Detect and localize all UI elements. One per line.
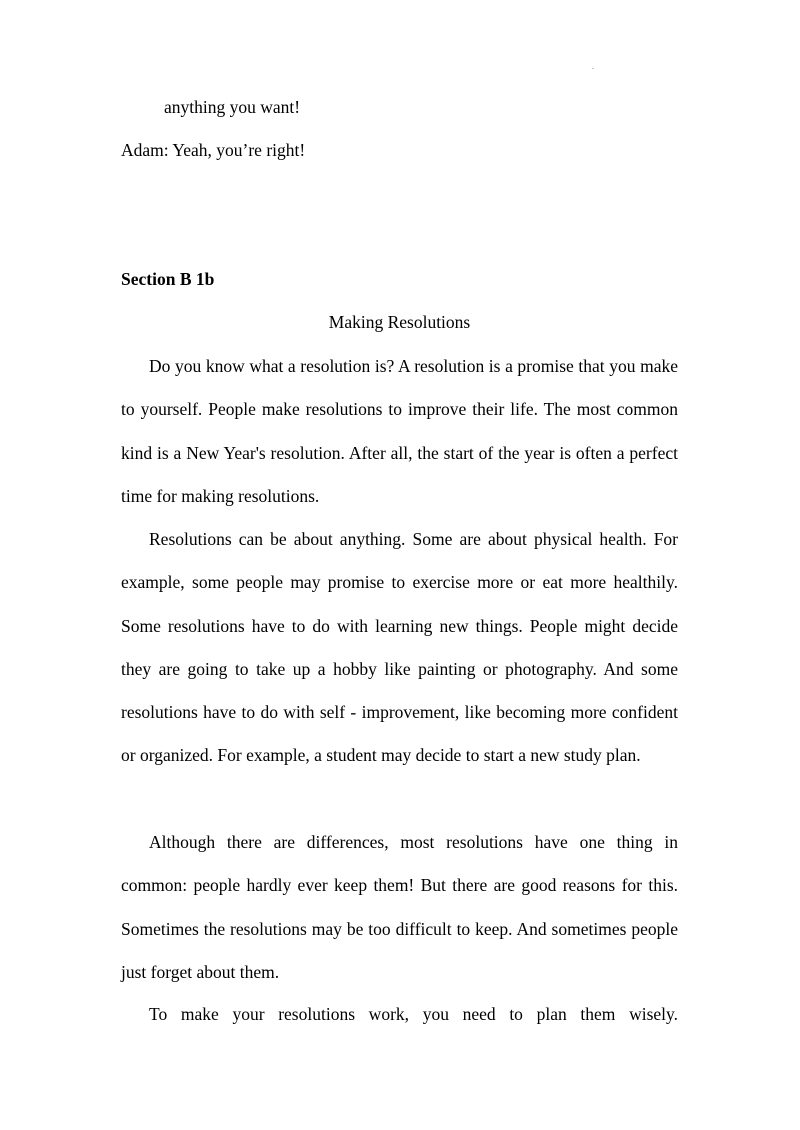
paragraph-differences: Although there are differences, most resolutions have one thing in common: people hardly ever keep them! But there are good reasons for this. Sometimes the resolutions may be too difficult to keep. And sometimes people just forget about them. (121, 832, 678, 982)
paragraph-types: Resolutions can be about anything. Some are about physical health. For example, some people may promise to exercise more or eat more healthily. Some resolutions have to do with learning new things. People might decide they are going to take up a hobby like painting or photography. And some resolutions have to do with self - improvement, like becoming more confident or organized. For example, a student may decide to start a new study plan. (121, 529, 678, 766)
article-title: Making Resolutions (328, 312, 471, 332)
page-corner-mark: . (592, 62, 594, 71)
dialogue-adam-line: Adam: Yeah, you’re right! (121, 140, 306, 160)
dialogue-continued-line: anything you want! (164, 97, 301, 117)
paragraph-planning: To make your resolutions work, you need to plan them wisely. (149, 1004, 678, 1024)
section-heading: Section B 1b (121, 269, 215, 289)
paragraph-intro: Do you know what a resolution is? A resolution is a promise that you make to yourself. People make resolutions to improve their life. The most common kind is a New Year's resolution. After all, the start of the year is often a perfect time for making resolutions. (121, 356, 678, 506)
